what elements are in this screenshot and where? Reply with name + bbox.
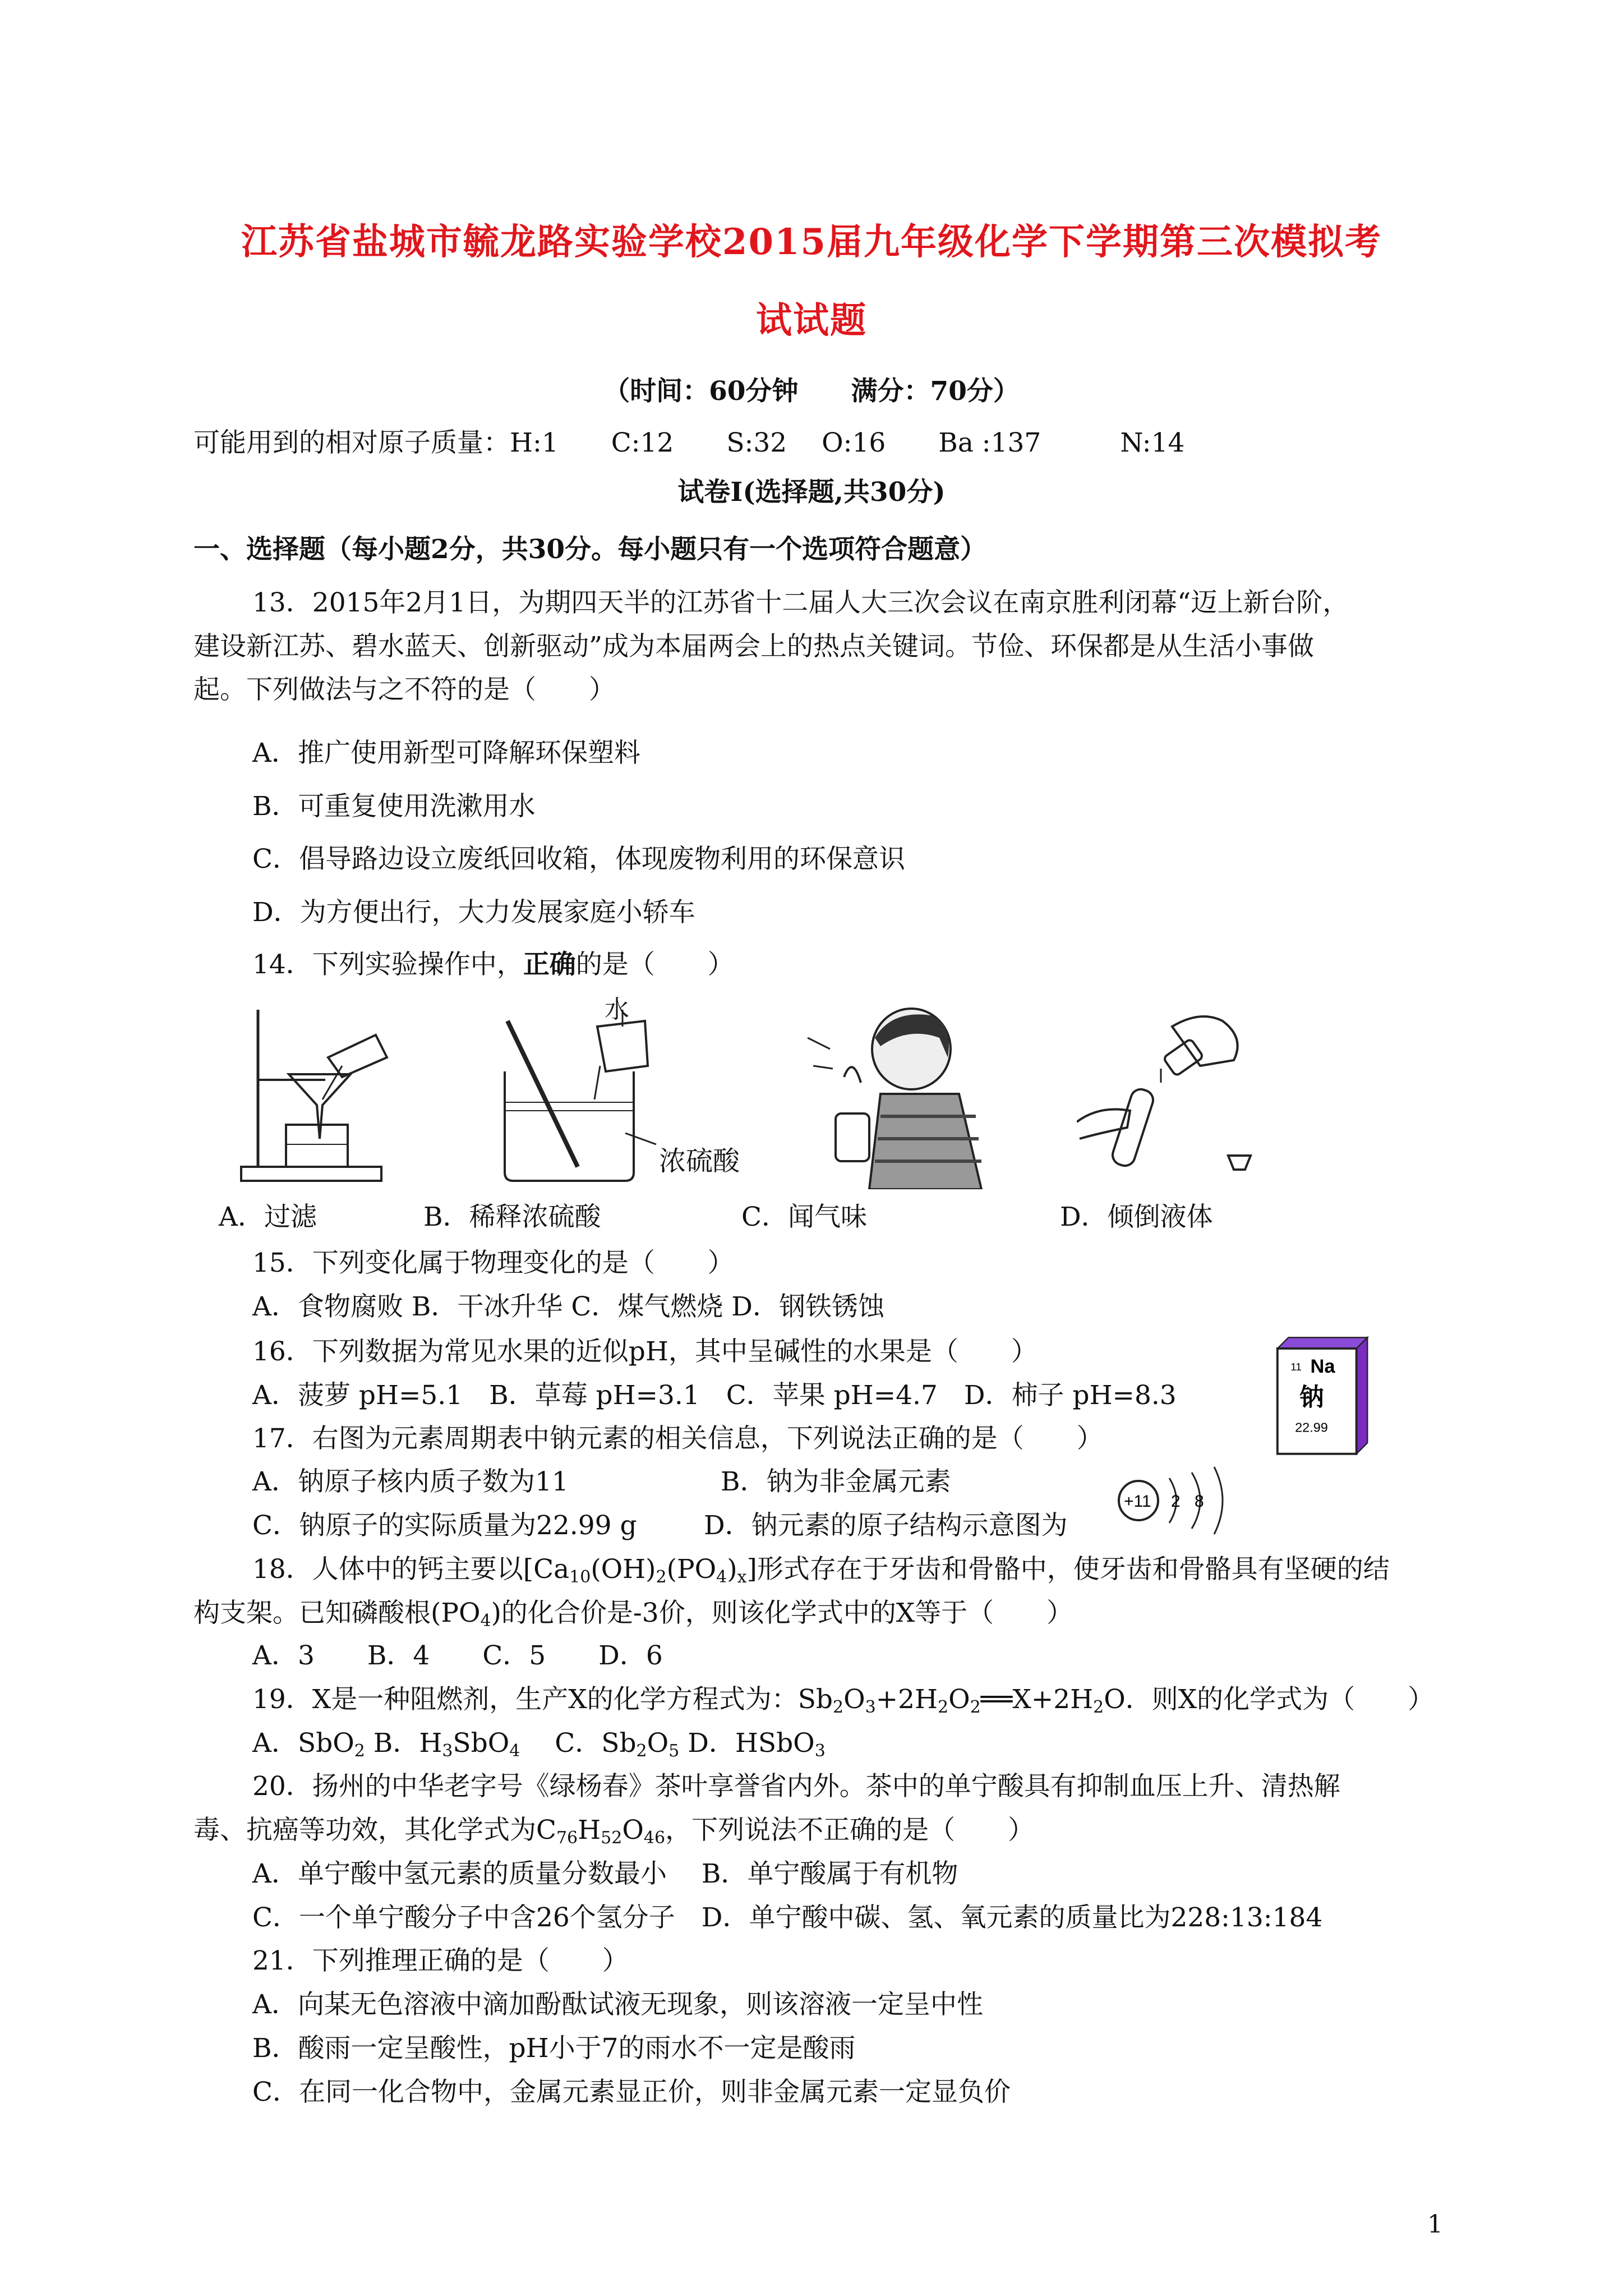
sodium-atom-structure	[1116, 1464, 1228, 1537]
q18-line1-pre: 18．人体中的钙主要以[Ca	[252, 1554, 570, 1585]
atomic-masses: 可能用到的相对原子质量：H:1 C:12 S:32 O:16 Ba :137 N:14	[193, 427, 1185, 458]
q20-line2-post: ，下列说法不正确的是（ ）	[665, 1815, 1035, 1846]
q21-option-c: C．在同一化合物中，金属元素显正价，则非金属元素一定显负价	[252, 2077, 1011, 2108]
q19-options-pre: A．SbO	[252, 1728, 354, 1759]
q13-option-c: C．倡导路边设立废纸回收箱，体现废物利用的环保意识	[252, 844, 905, 875]
q18-line1-rest: 形式存在于牙齿和骨骼中，使牙齿和骨骼具有坚硬的结	[757, 1554, 1390, 1585]
element-symbol: Na	[1310, 1355, 1335, 1377]
q21-stem: 21．下列推理正确的是（ ）	[252, 1945, 629, 1976]
q19-options: A．SbO$_2$ B．$H_3SbO_4$ C．$Sb_2O_5$ D．HSbO$_3$	[252, 1728, 826, 1761]
q20-line2: 毒、抗癌等功效，其化学式为$C_{76}H_{52}O_{46}$，下列说法不正确的是（ ）	[193, 1815, 1035, 1848]
q14-stem-post: 的是（ ）	[575, 949, 734, 980]
q21-option-a: A．向某无色溶液中滴加酚酞试液无现象，则该溶液一定呈中性	[252, 1989, 983, 2020]
section-header: 一、选择题（每小题2分，共30分。每小题只有一个选项符合题意）	[193, 534, 987, 565]
q13-line3: 起。下列做法与之不符的是（ ）	[193, 674, 615, 705]
q14-label-a: A．过滤	[219, 1202, 317, 1232]
paper-section-title: 试卷Ⅰ(选择题,共30分)	[677, 477, 946, 508]
element-number: 11	[1290, 1361, 1302, 1373]
q15-stem: 15．下列变化属于物理变化的是（ ）	[252, 1248, 734, 1278]
pour-liquid-figure	[1077, 1004, 1279, 1189]
q13-option-b: B．可重复使用洗漱用水	[252, 791, 536, 822]
shell1-electrons: 2	[1171, 1492, 1181, 1511]
q17-stem: 17．右图为元素周期表中钠元素的相关信息，下列说法正确的是（ ）	[252, 1423, 1103, 1454]
q17-option-c: C．钠原子的实际质量为22.99 g	[252, 1510, 637, 1541]
q20-line2-pre: 毒、抗癌等功效，其化学式为C	[193, 1815, 556, 1846]
q19-stem-pre: 19．X是一种阻燃剂，生产X的化学方程式为：Sb	[252, 1684, 833, 1715]
q19-stem: 19．X是一种阻燃剂，生产X的化学方程式为：$Sb_2O_3+2H_2O_2══X+2H_2O$．则X的化学式为（ ）	[252, 1684, 1435, 1717]
q13-option-a: A．推广使用新型可降解环保塑料	[252, 738, 640, 769]
page-number: 1	[1427, 2210, 1443, 2239]
q17-option-d: D．钠元素的原子结构示意图为	[704, 1510, 1068, 1541]
time-info: （时间：60分钟 满分：70分）	[603, 376, 1020, 407]
exam-title-line1: 江苏省盐城市毓龙路实验学校2015届九年级化学下学期第三次模拟考	[241, 221, 1382, 263]
q16-options: A．菠萝 pH=5.1 B．草莓 pH=3.1 C．苹果 pH=4.7 D．柿子 pH=8.3	[252, 1380, 1177, 1411]
q13-line2: 建设新江苏、碧水蓝天、创新驱动”成为本届两会上的热点关键词。节俭、环保都是从生活小事做	[193, 631, 1315, 662]
q17-option-b: B．钠为非金属元素	[721, 1466, 951, 1497]
q14-label-c: C．闻气味	[741, 1202, 867, 1232]
q15-options: A．食物腐败 B．干冰升华 C．煤气燃烧 D．钢铁锈蚀	[252, 1291, 884, 1322]
q20-options-ab: A．单宁酸中氢元素的质量分数最小 B．单宁酸属于有机物	[252, 1858, 958, 1889]
element-name: 钠	[1299, 1383, 1324, 1412]
figure-label-water: 水	[605, 995, 629, 1024]
q13-line1: 13．2015年2月1日，为期四天半的江苏省十二届人大三次会议在南京胜利闭幕“迈上新台阶，	[252, 587, 1349, 618]
nucleus-charge: +11	[1124, 1492, 1151, 1511]
smell-gas-figure	[796, 1004, 998, 1189]
q14-label-b: B．稀释浓硫酸	[423, 1202, 601, 1232]
q18-line2: 构支架。已知磷酸根$(PO_4)$的化合价是-3价，则该化学式中的X等于（ ）	[193, 1598, 1073, 1631]
sodium-element-card	[1273, 1329, 1374, 1464]
q19-stem-end: O．则X的化学式为（ ）	[1104, 1684, 1435, 1715]
q20-line1: 20．扬州的中华老字号《绿杨春》茶叶享誉省内外。茶中的单宁酸具有抑制血压上升、清热解	[252, 1771, 1340, 1802]
figure-label-acid: 浓硫酸	[659, 1145, 740, 1177]
q18-options: A．3 B．4 C．5 D．6	[252, 1640, 663, 1671]
q14-label-d: D．倾倒液体	[1060, 1202, 1213, 1232]
element-mass: 22.99	[1295, 1420, 1328, 1435]
q18-line2-rest: )的化合价是-3价，则该化学式中的X等于（ ）	[491, 1598, 1073, 1628]
q16-stem: 16．下列数据为常见水果的近似pH，其中呈碱性的水果是（ ）	[252, 1336, 1038, 1367]
q21-option-b: B．酸雨一定呈酸性，pH小于7的雨水不一定是酸雨	[252, 2033, 856, 2064]
q14-stem-pre: 14．下列实验操作中，	[252, 949, 523, 980]
filtration-figure	[230, 1004, 398, 1189]
q18-line1: 18．人体中的钙主要以$[Ca_{10}(OH)_2(PO_4)_x]$形式存在于牙齿和骨骼中，使牙齿和骨骼具有坚硬的结	[252, 1554, 1390, 1587]
q17-option-a: A．钠原子核内质子数为11	[252, 1466, 569, 1497]
q14-stem-bold: 正确	[523, 949, 576, 980]
shell2-electrons: 8	[1195, 1492, 1204, 1511]
q20-options-cd: C．一个单宁酸分子中含26个氢分子 D．单宁酸中碳、氢、氧元素的质量比为228:13:184	[252, 1902, 1323, 1933]
q14-stem	[252, 948, 734, 982]
q13-option-d: D．为方便出行，大力发展家庭小轿车	[252, 897, 695, 928]
q18-line2-pre: 构支架。已知磷酸根(PO	[193, 1598, 481, 1628]
exam-title-line2: 试试题	[756, 300, 867, 342]
